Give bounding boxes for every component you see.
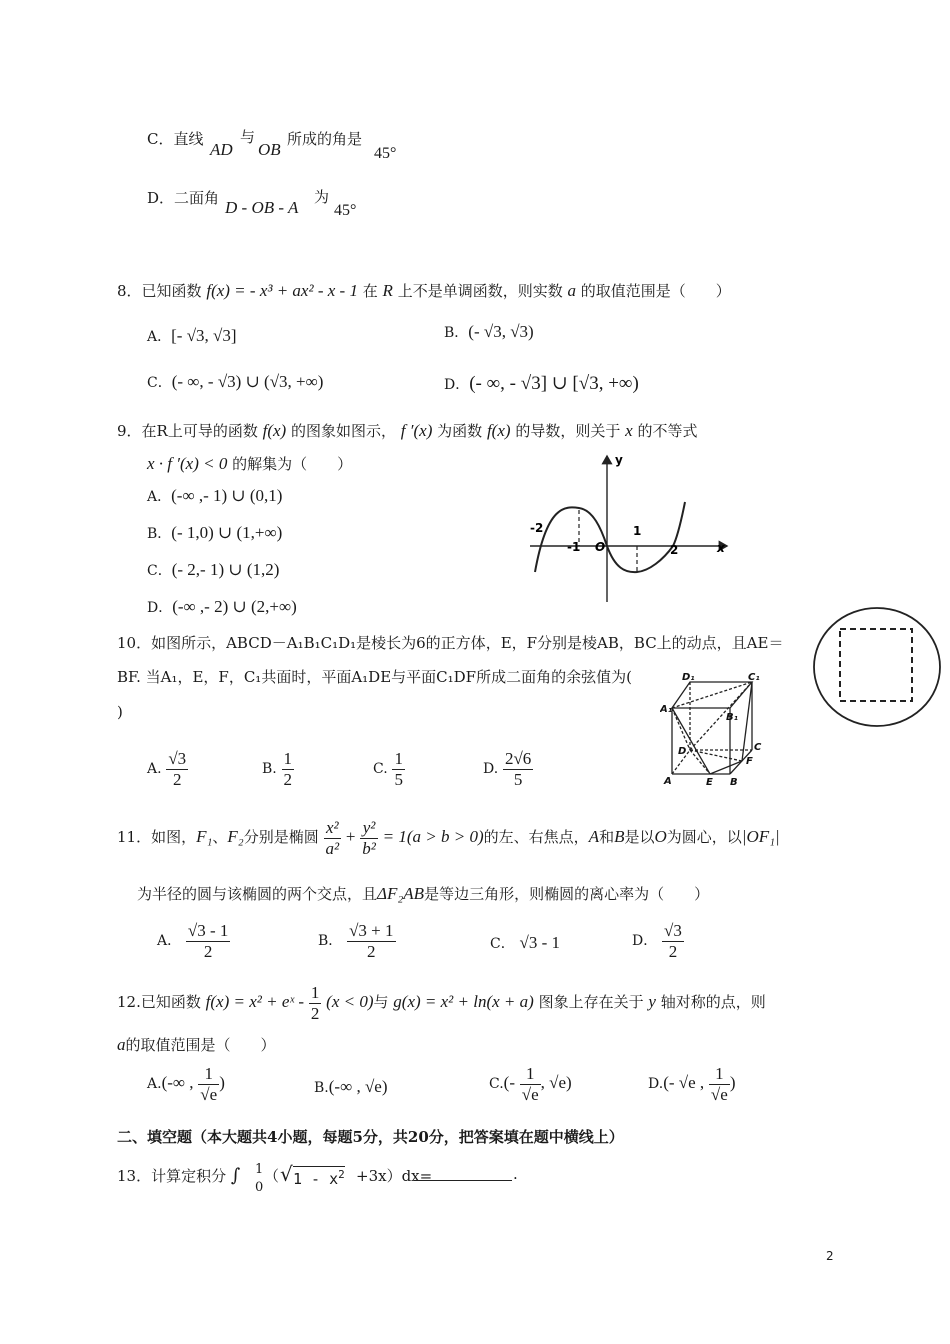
fraction: $\frac{√3}{2}$ — [664, 921, 682, 961]
q7-option-c: C．直线 — [147, 130, 204, 148]
fraction: $\frac{1}{√e}$ — [710, 1064, 728, 1104]
curve — [535, 502, 685, 572]
q11-option-a: A． $\frac{√3 - 1}{2}$ — [157, 921, 229, 961]
sqrt-sign: √ — [280, 1162, 293, 1186]
q7-c-text: 与 — [240, 128, 256, 146]
fraction: $\frac{√3 - 1}{2}$ — [187, 921, 229, 961]
option-label: D． — [147, 189, 175, 207]
section-2-heading: 二、填空题（本大题共4小题，每题5分，共20分，把答案填在题中横线上） — [117, 1128, 624, 1146]
fraction: $\frac{2√6}{5}$ — [504, 749, 532, 789]
q8-option-c: C．(- ∞, - √3) ∪ (√3, +∞) — [147, 372, 324, 391]
question-10-stem-line3: ) — [117, 703, 123, 721]
x-axis-label: x — [717, 541, 725, 555]
q10-option-a: A. $\frac{√3}{2}$ — [147, 749, 187, 789]
q8-option-a: A．[- √3, √3] — [147, 326, 237, 345]
option-label: C． — [147, 130, 174, 148]
fraction: $\frac{√3}{2}$ — [168, 749, 187, 789]
question-12-stem: 12.已知函数 f(x) = x² + eˣ - $\frac{1}{2}$ (x < 0)与 g(x) = x² + ln(x + a) 图象上存在关于 y 轴对称的点，则 — [117, 983, 766, 1023]
fraction: $\frac{1}{2}$ — [310, 983, 320, 1023]
q7-c-text-2: 所成的角是 — [287, 130, 363, 148]
cube-label: E — [706, 777, 713, 788]
open-paren: （ — [264, 1167, 280, 1185]
q7-d-angle: 45° — [334, 202, 357, 219]
q12-option-a: A.(-∞ , $\frac{1}{√e}$ ) — [147, 1064, 225, 1104]
circle-dashed-square-figure — [810, 605, 945, 730]
cube-label: D₁ — [682, 672, 695, 683]
q10-option-b: B. $\frac{1}{2}$ — [262, 749, 293, 789]
tick-plus2: 2 — [670, 543, 679, 557]
cube-label: A₁ — [660, 704, 673, 715]
tick-minus2: -2 — [530, 521, 544, 535]
q12-option-d: D.(- √e , $\frac{1}{√e}$ ) — [648, 1064, 736, 1104]
q11-option-c: C． √3 - 1 — [490, 933, 560, 952]
question-10-stem-line2: BF. 当A₁，E，F，C₁共面时，平面A₁DE与平面C₁DF所成二面角的余弦值为( — [117, 668, 632, 686]
question-11-stem: 11．如图，F₁、F₂分别是椭圆 $\frac{\text{x²}}{\text{a²}}$ + $\frac{\text{y²}}{\text{b²}}$ = 1(a > b > 0)的左、右焦点，A和B是以O为圆心，以|OF₁| — [117, 818, 780, 858]
q9-option-c: C．(- 2,- 1) ∪ (1,2) — [147, 560, 280, 579]
tick-plus1: 1 — [633, 524, 642, 538]
fraction: $\frac{1}{√e}$ — [521, 1064, 539, 1104]
q11-option-b: B． $\frac{√3 + 1}{2}$ — [318, 921, 394, 961]
period: . — [513, 1165, 518, 1183]
cube-label: B — [730, 777, 738, 788]
question-8-stem: 8．已知函数 f(x) = - x³ + ax² - x - 1 在 R 上不是单调函数，则实数 a 的取值范围是（ ） — [117, 281, 731, 300]
q9-option-b: B．(- 1,0) ∪ (1,+∞) — [147, 523, 283, 542]
question-9-stem-line2: x · f ′(x) < 0 的解集为（ ） — [147, 454, 353, 473]
integral-sign: ∫ — [230, 1165, 241, 1186]
q9-option-a: A．(-∞ ,- 1) ∪ (0,1) — [147, 486, 283, 505]
question-13: 13．计算定积分 ∫ — [117, 1165, 241, 1186]
fraction: $\frac{√3 + 1}{2}$ — [349, 921, 394, 961]
answer-blank-13[interactable] — [414, 1166, 512, 1181]
q9-option-d: D．(-∞ ,- 2) ∪ (2,+∞) — [147, 597, 297, 616]
q7-c-math-ad: AD — [210, 140, 233, 159]
integral-upper: 1 — [255, 1162, 264, 1177]
question-11-stem-line2: 为半径的圆与该椭圆的两个交点，且ΔF₂AB是等边三角形，则椭圆的离心率为（ ） — [137, 884, 710, 903]
tick-minus1: -1 — [567, 540, 581, 554]
question-12-stem-line2: a的取值范围是（ ） — [117, 1035, 276, 1054]
q8-option-b: B．(- √3, √3) — [444, 322, 534, 341]
page-number: 2 — [826, 1249, 834, 1263]
sqrt-inner: $1 - x^2$ — [293, 1168, 345, 1188]
q7-option-d: D．二面角 — [147, 189, 220, 207]
q7-d-text: 为 — [314, 188, 330, 206]
q7-d-math: D - OB - A — [225, 198, 299, 217]
q10-cube-diagram — [660, 670, 770, 790]
cube-label: C — [754, 742, 762, 753]
q7-c-math-ob: OB — [258, 140, 281, 159]
fraction: $\frac{1}{√e}$ — [200, 1064, 218, 1104]
fraction: $\frac{1}{5}$ — [394, 749, 403, 789]
cube-label: A — [664, 776, 672, 787]
origin-label: O — [595, 540, 606, 554]
cube-label: B₁ — [726, 712, 739, 723]
y-axis-label: y — [615, 453, 623, 467]
cube-label: D — [678, 746, 687, 757]
cube-label: F — [746, 756, 753, 767]
q12-option-c: C.(- $\frac{1}{√e}$ , √e) — [489, 1064, 572, 1104]
integral-tail: +3x）dx= — [356, 1167, 433, 1185]
q11-option-d: D． $\frac{√3}{2}$ — [632, 921, 682, 961]
q12-option-b: B.(-∞ , √e) — [314, 1077, 388, 1096]
question-10-stem: 10．如图所示，ABCD－A₁B₁C₁D₁是棱长为6的正方体，E，F分别是棱AB，BC上的动点，且AE＝ — [117, 634, 784, 652]
integral-lower: 0 — [255, 1180, 264, 1195]
q10-option-d: D. $\frac{2√6}{5}$ — [483, 749, 532, 789]
fraction: $\frac{1}{2}$ — [283, 749, 293, 789]
cube-label: C₁ — [748, 672, 760, 683]
fraction: $\frac{\text{y²}}{\text{b²}}$ — [362, 818, 376, 858]
q8-option-d: D．(- ∞, - √3] ∪ [√3, +∞) — [444, 373, 639, 394]
q10-option-c: C. $\frac{1}{5}$ — [373, 749, 403, 789]
q8-function: f(x) = - x³ + ax² - x - 1 — [206, 281, 358, 300]
fraction: $\frac{\text{x²}}{\text{a²}}$ — [325, 818, 340, 858]
q9-function-graph — [525, 450, 735, 605]
q7-c-angle: 45° — [374, 145, 397, 162]
question-9-stem: 9．在R上可导的函数 f(x) 的图象如图示， f ′(x) 为函数 f(x) 的导数，则关于 x 的不等式 — [117, 421, 698, 440]
